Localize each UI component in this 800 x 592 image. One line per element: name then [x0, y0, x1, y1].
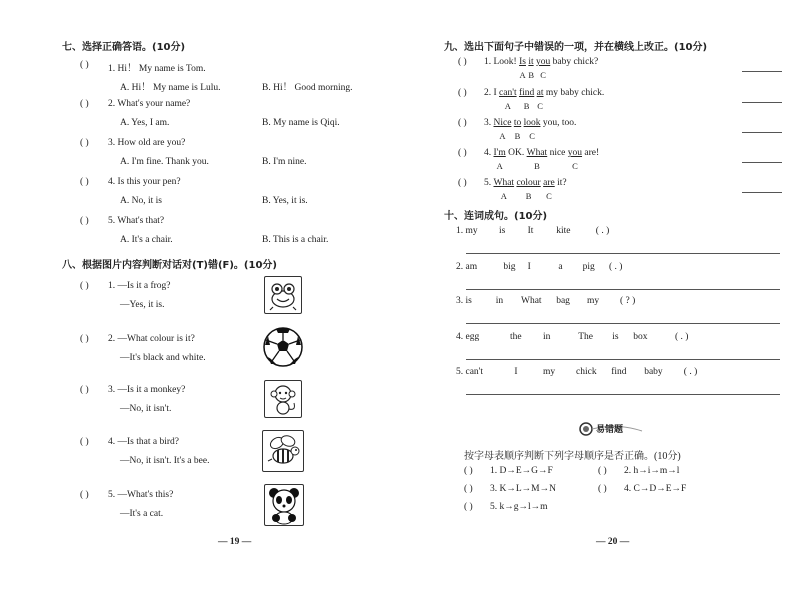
- correction-line[interactable]: [742, 132, 782, 133]
- question-text: 3. How old are you?: [108, 138, 186, 148]
- panda-icon: [264, 484, 304, 526]
- sentence-text: OK.: [505, 148, 527, 158]
- bonus-title: 按字母表顺序判断下列字母顺序是否正确。(10分): [464, 451, 681, 462]
- option-b[interactable]: B. I'm nine.: [262, 157, 307, 167]
- dialog-question: 5. —What's this?: [108, 490, 174, 500]
- scrambled-word[interactable]: in: [495, 296, 504, 306]
- sentence-text: are!: [582, 148, 600, 158]
- answer-paren[interactable]: ( ): [464, 466, 473, 476]
- option-label: C: [529, 131, 535, 141]
- option-a[interactable]: A. Hi！ My name is Lulu.: [120, 83, 221, 93]
- sentence-text: nice: [547, 148, 568, 158]
- option-label: A: [499, 131, 506, 141]
- answer-line[interactable]: [466, 289, 780, 290]
- section-10-title: 十、连词成句。(10分): [444, 211, 548, 222]
- scrambled-word[interactable]: bag: [556, 296, 570, 306]
- option-label: B: [525, 191, 532, 201]
- sentence-text: 4.: [484, 148, 494, 158]
- option-a[interactable]: A. Yes, I am.: [120, 118, 170, 128]
- underlined-option[interactable]: look C: [523, 118, 541, 141]
- bee-icon: [262, 430, 304, 472]
- scrambled-word[interactable]: What: [521, 296, 542, 306]
- frog-icon: [264, 276, 302, 314]
- dialog-question: 4. —Is that a bird?: [108, 437, 179, 447]
- scrambled-word[interactable]: ( . ): [683, 367, 698, 377]
- sentence-text: baby chick?: [550, 57, 599, 67]
- scrambled-word[interactable]: my: [543, 367, 556, 377]
- scrambled-word[interactable]: chick: [576, 367, 597, 377]
- section-7-title: 七、选择正确答语。(10分): [62, 42, 186, 53]
- dialog-reply: —It's a cat.: [120, 509, 164, 519]
- correction-line[interactable]: [742, 71, 782, 72]
- letter-sequence: 2. h→i→m→l: [624, 466, 680, 476]
- scrambled-word[interactable]: big: [503, 262, 516, 272]
- scrambled-word[interactable]: the: [510, 332, 522, 342]
- option-b[interactable]: B. My name is Qiqi.: [262, 118, 340, 128]
- option-label: B: [528, 70, 535, 80]
- underlined-option[interactable]: colour B: [516, 178, 541, 201]
- error-sentence: [484, 118, 577, 141]
- option-b[interactable]: B. Yes, it is.: [262, 196, 308, 206]
- scrambled-word[interactable]: in: [543, 332, 551, 342]
- answer-paren[interactable]: ( ): [464, 502, 473, 512]
- answer-line[interactable]: [466, 323, 780, 324]
- answer-paren[interactable]: ( ): [458, 148, 467, 158]
- underlined-option[interactable]: at C: [536, 88, 544, 111]
- scrambled-word[interactable]: 1. my: [456, 226, 478, 236]
- answer-paren[interactable]: ( ): [80, 99, 89, 109]
- scrambled-word[interactable]: I: [514, 367, 518, 377]
- soccer-ball-icon: [262, 326, 304, 368]
- correction-line[interactable]: [742, 192, 782, 193]
- underlined-option[interactable]: I'm A: [493, 148, 506, 171]
- sentence-text: my baby chick.: [543, 88, 605, 98]
- scrambled-word[interactable]: 2. am: [456, 262, 478, 272]
- letter-sequence: 4. C→D→E→F: [624, 484, 687, 494]
- scrambled-word[interactable]: ( . ): [595, 226, 610, 236]
- dialog-question: 1. —Is it a frog?: [108, 281, 171, 291]
- question-text: 1. Hi！ My name is Tom.: [108, 64, 206, 74]
- scrambled-word[interactable]: my: [587, 296, 600, 306]
- dialog-reply: —No, it isn't. It's a bee.: [120, 456, 210, 466]
- question-text: 4. Is this your pen?: [108, 177, 181, 187]
- scrambled-word[interactable]: kite: [556, 226, 571, 236]
- underlined-option[interactable]: What B: [526, 148, 548, 171]
- scrambled-word[interactable]: 5. can't: [456, 367, 484, 377]
- scrambled-word[interactable]: is: [499, 226, 506, 236]
- underlined-option[interactable]: Nice A: [493, 118, 512, 141]
- underlined-option[interactable]: find B: [518, 88, 535, 111]
- answer-paren[interactable]: ( ): [80, 490, 89, 500]
- monkey-icon: [264, 380, 302, 418]
- sentence-text: it?: [554, 178, 567, 188]
- scrambled-word[interactable]: find: [611, 367, 627, 377]
- dialog-question: 2. —What colour is it?: [108, 334, 195, 344]
- answer-paren[interactable]: ( ): [80, 334, 89, 344]
- scrambled-word[interactable]: a: [558, 262, 563, 272]
- question-text: 5. What's that?: [108, 216, 165, 226]
- error-sentence: [484, 178, 567, 201]
- scrambled-word[interactable]: baby: [644, 367, 663, 377]
- sentence-text: you, too.: [540, 118, 577, 128]
- error-sentence: [484, 148, 600, 171]
- answer-paren[interactable]: ( ): [458, 118, 467, 128]
- answer-paren[interactable]: ( ): [80, 216, 89, 226]
- sentence-text: 3.: [484, 118, 494, 128]
- underlined-option[interactable]: Is A: [519, 57, 526, 80]
- dialog-question: 3. —Is it a monkey?: [108, 385, 186, 395]
- letter-sequence: 1. D→E→G→F: [490, 466, 553, 476]
- scrambled-word[interactable]: 3. is: [456, 296, 472, 306]
- scrambled-word[interactable]: I: [527, 262, 531, 272]
- answer-paren[interactable]: ( ): [80, 385, 89, 395]
- option-label: C: [572, 161, 578, 171]
- answer-paren[interactable]: ( ): [458, 178, 467, 188]
- answer-paren[interactable]: ( ): [80, 138, 89, 148]
- scrambled-word[interactable]: is: [612, 332, 619, 342]
- answer-paren[interactable]: ( ): [80, 437, 89, 447]
- answer-line[interactable]: [466, 253, 780, 254]
- answer-paren[interactable]: ( ): [80, 60, 89, 70]
- scrambled-word[interactable]: box: [633, 332, 648, 342]
- option-b[interactable]: B. Hi！ Good morning.: [262, 83, 353, 93]
- answer-paren[interactable]: ( ): [80, 177, 89, 187]
- section-8-title: 八、根据图片内容判断对话对(T)错(F)。(10分): [62, 260, 277, 271]
- answer-line[interactable]: [466, 394, 780, 395]
- error-prone-badge: [578, 421, 644, 437]
- page-number-left: — 19 —: [218, 537, 252, 547]
- scrambled-word[interactable]: ( . ): [675, 332, 689, 342]
- underlined-option[interactable]: you C: [567, 148, 583, 171]
- answer-paren[interactable]: ( ): [458, 88, 467, 98]
- option-label: C: [537, 101, 543, 111]
- option-label: B: [523, 101, 530, 111]
- option-label: A: [500, 191, 507, 201]
- badge-label: 易错题: [596, 425, 624, 435]
- underlined-option[interactable]: to B: [513, 118, 522, 141]
- correction-line[interactable]: [742, 162, 782, 163]
- underlined-option[interactable]: it B: [528, 57, 535, 80]
- option-a[interactable]: A. It's a chair.: [120, 235, 173, 245]
- answer-line[interactable]: [466, 359, 780, 360]
- dialog-reply: —Yes, it is.: [120, 300, 165, 310]
- answer-paren[interactable]: ( ): [80, 281, 89, 291]
- option-a[interactable]: A. No, it is: [120, 196, 162, 206]
- scrambled-word[interactable]: The: [578, 332, 593, 342]
- section-9-title: 九、选出下面句子中错误的一项，并在横线上改正。(10分): [444, 42, 708, 53]
- scrambled-word[interactable]: ( . ): [609, 262, 623, 272]
- answer-paren[interactable]: ( ): [598, 466, 607, 476]
- option-b[interactable]: B. This is a chair.: [262, 235, 329, 245]
- page-number-right: — 20 —: [596, 537, 630, 547]
- dialog-reply: —It's black and white.: [120, 353, 206, 363]
- underlined-option[interactable]: What A: [493, 178, 515, 201]
- option-label: B: [514, 131, 521, 141]
- letter-sequence: 5. k→g→l→m: [490, 502, 548, 512]
- option-label: A: [496, 161, 503, 171]
- sentence-text: 2. I: [484, 88, 500, 98]
- option-a[interactable]: A. I'm fine. Thank you.: [120, 157, 209, 167]
- underlined-option[interactable]: can't A: [499, 88, 517, 111]
- answer-paren[interactable]: ( ): [458, 57, 467, 67]
- underlined-option[interactable]: are C: [543, 178, 555, 201]
- letter-sequence: 3. K→L→M→N: [490, 484, 556, 494]
- sentence-text: 1. Look!: [484, 57, 520, 67]
- error-sentence: [484, 88, 605, 111]
- answer-paren[interactable]: ( ): [598, 484, 607, 494]
- option-label: A: [504, 101, 511, 111]
- underlined-option[interactable]: you C: [536, 57, 551, 80]
- answer-paren[interactable]: ( ): [464, 484, 473, 494]
- scrambled-word[interactable]: pig: [582, 262, 595, 272]
- question-text: 2. What's your name?: [108, 99, 191, 109]
- option-label: A: [519, 70, 526, 80]
- scrambled-word[interactable]: ( ? ): [620, 296, 636, 306]
- option-label: C: [546, 191, 552, 201]
- sentence-text: 5.: [484, 178, 494, 188]
- option-label: B: [534, 161, 540, 171]
- scrambled-word[interactable]: 4. egg: [456, 332, 480, 342]
- error-sentence: [484, 57, 599, 80]
- dialog-reply: —No, it isn't.: [120, 404, 172, 414]
- option-label: C: [540, 70, 546, 80]
- correction-line[interactable]: [742, 102, 782, 103]
- scrambled-word[interactable]: It: [527, 226, 534, 236]
